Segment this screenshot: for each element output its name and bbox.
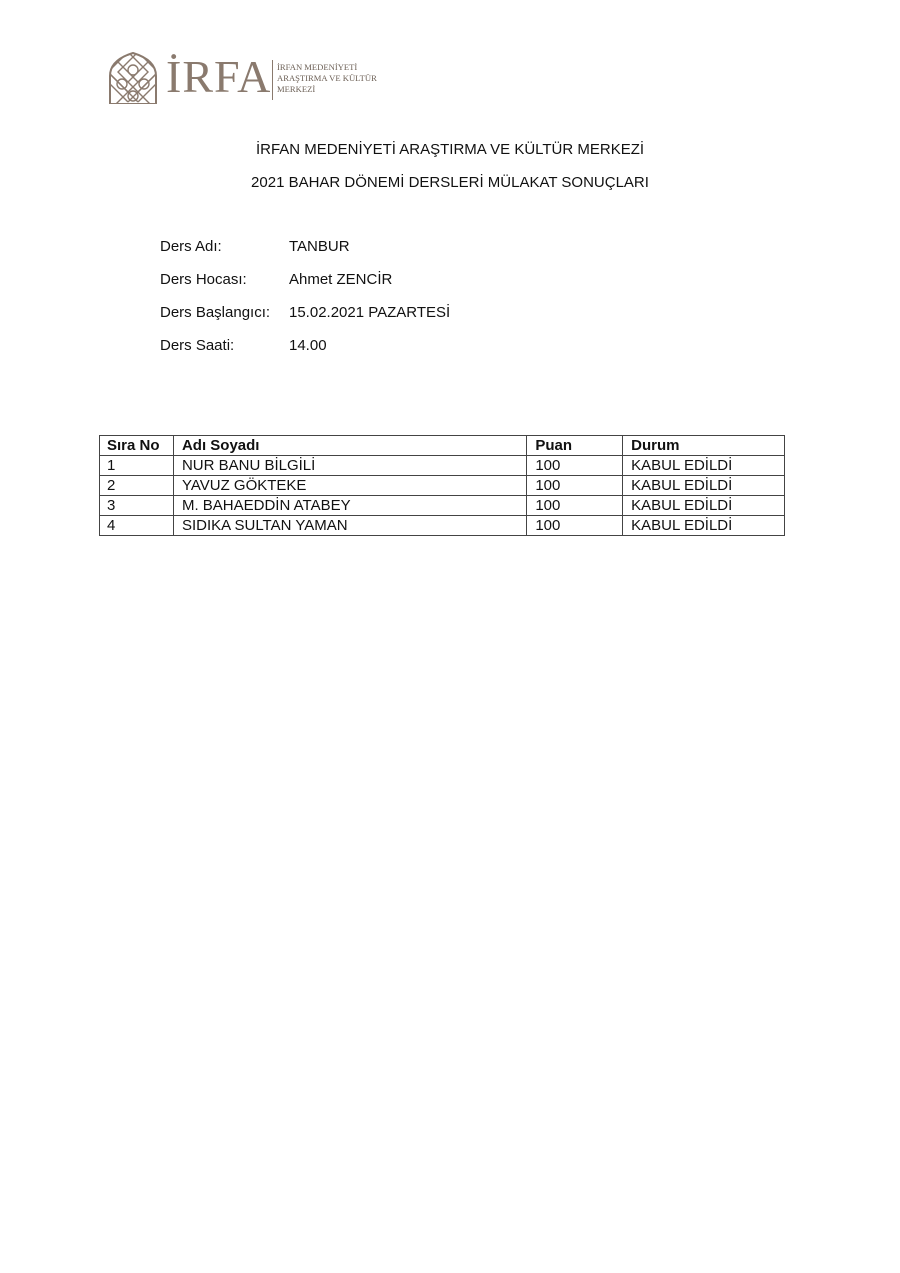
course-name-value: TANBUR	[289, 238, 350, 255]
logo-divider	[272, 60, 273, 100]
cell-status: KABUL EDİLDİ	[623, 476, 785, 496]
cell-rank: 3	[100, 496, 174, 516]
logo-subtitle	[277, 62, 377, 95]
cell-rank: 4	[100, 516, 174, 536]
logo-subtitle-line: ARAŞTIRMA VE KÜLTÜR	[277, 73, 377, 83]
table-header-row	[100, 436, 785, 456]
cell-status: KABUL EDİLDİ	[623, 496, 785, 516]
table-row	[100, 456, 785, 476]
column-header-rank: Sıra No	[100, 436, 174, 456]
logo-wordmark: İRFA	[166, 51, 272, 102]
start-date-value: 15.02.2021 PAZARTESİ	[289, 304, 451, 321]
cell-score: 100	[527, 476, 623, 496]
cell-status: KABUL EDİLDİ	[623, 456, 785, 476]
results-table	[99, 435, 785, 536]
instructor-value: Ahmet ZENCİR	[289, 271, 393, 288]
cell-rank: 2	[100, 476, 174, 496]
course-time-label: Ders Saati:	[160, 337, 235, 354]
cell-name: M. BAHAEDDİN ATABEY	[173, 496, 526, 516]
table-row	[100, 496, 785, 516]
logo-subtitle-line: İRFAN MEDENİYETİ	[277, 62, 358, 72]
cell-score: 100	[527, 456, 623, 476]
course-time-value: 14.00	[289, 337, 327, 354]
cell-score: 100	[527, 516, 623, 536]
cell-status: KABUL EDİLDİ	[623, 516, 785, 536]
cell-score: 100	[527, 496, 623, 516]
arch-lattice-emblem-icon	[108, 52, 158, 104]
organization-logo	[108, 50, 398, 106]
course-name-label: Ders Adı:	[160, 238, 222, 255]
table-row	[100, 476, 785, 496]
cell-name: NUR BANU BİLGİLİ	[173, 456, 526, 476]
instructor-label: Ders Hocası:	[160, 271, 247, 288]
column-header-name: Adı Soyadı	[173, 436, 526, 456]
logo-subtitle-line: MERKEZİ	[277, 84, 316, 94]
page-title: İRFAN MEDENİYETİ ARAŞTIRMA VE KÜLTÜR MERKEZİ	[255, 141, 645, 158]
page-subtitle: 2021 BAHAR DÖNEMİ DERSLERİ MÜLAKAT SONUÇLARI	[251, 174, 649, 191]
column-header-score: Puan	[527, 436, 623, 456]
table-row	[100, 516, 785, 536]
cell-name: YAVUZ GÖKTEKE	[173, 476, 526, 496]
start-date-label: Ders Başlangıcı:	[160, 304, 271, 321]
column-header-status: Durum	[623, 436, 785, 456]
cell-name: SIDIKA SULTAN YAMAN	[173, 516, 526, 536]
cell-rank: 1	[100, 456, 174, 476]
